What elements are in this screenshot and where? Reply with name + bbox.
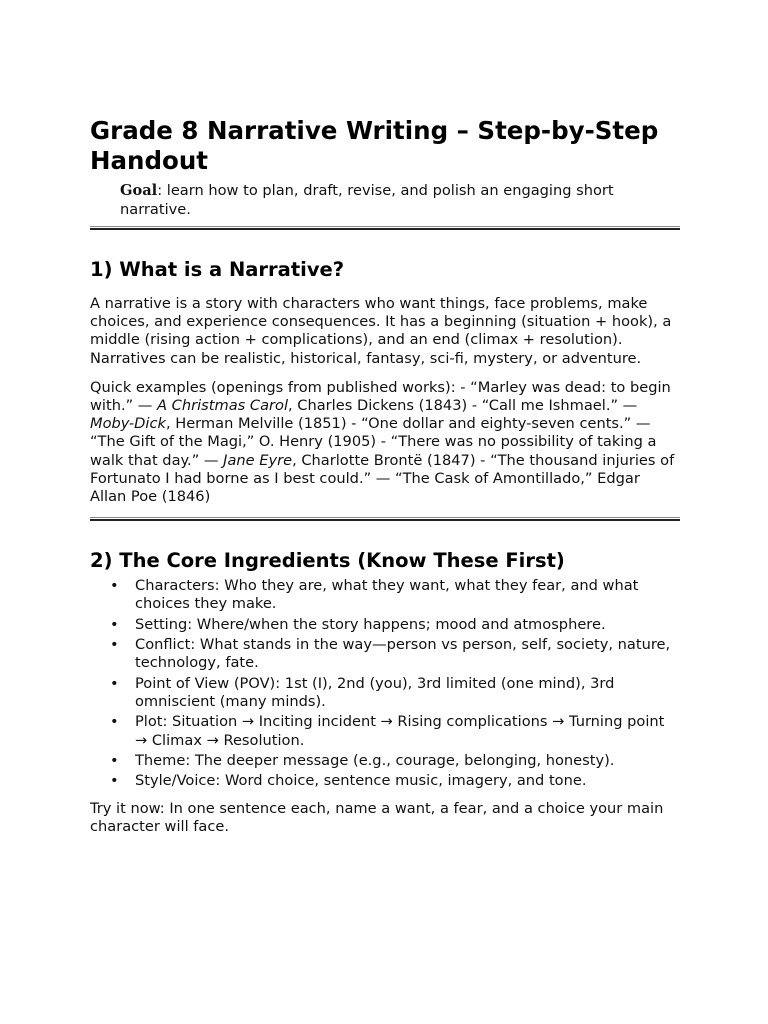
list-item (90, 752, 680, 770)
section-divider (90, 517, 680, 521)
bullet-icon: • (110, 577, 119, 595)
examples-text-4: , Charlotte Brontë (1847) - “The thousand injuries of Fortunato I had borne as I best could.” — “The Cask of Amontillado,” Edgar Allan Poe (1846) (90, 451, 675, 506)
section-divider (90, 226, 680, 230)
goal-statement (120, 182, 680, 219)
examples-text-3: , Herman Melville (1851) - “One dollar and eighty-seven cents.” — “The Gift of the Magi,” O. Henry (1905) - “There was no possibility of taking a walk that day.” — (90, 415, 657, 469)
list-item-text: Theme: The deeper message (e.g., courage, belonging, honesty). (135, 752, 615, 769)
quick-examples-paragraph (90, 379, 680, 506)
list-item (90, 636, 680, 672)
examples-text-2: , Charles Dickens (1843) - “Call me Ishmael.” — (288, 397, 638, 415)
list-item (90, 616, 680, 634)
list-item (90, 577, 680, 613)
bullet-icon: • (110, 752, 119, 769)
bullet-icon: • (110, 615, 119, 633)
list-item-text: Plot: Situation → Inciting incident → Rising complications → Turning point → Climax → Resolution. (135, 713, 665, 749)
book-title-jane-eyre: Jane Eyre (223, 451, 293, 469)
list-item-text: Conflict: What stands in the way—person vs person, self, society, nature, technology, fate. (135, 636, 671, 672)
book-title-christmas-carol: A Christmas Carol (157, 397, 289, 415)
try-it-now-prompt: Try it now: In one sentence each, name a want, a fear, and a choice your main character will face. (90, 799, 664, 835)
handout-content (90, 116, 680, 836)
bullet-icon: • (110, 772, 119, 790)
page-title: Grade 8 Narrative Writing – Step-by-Step Handout (90, 116, 659, 175)
bullet-icon: • (110, 713, 119, 731)
list-item-text: Style/Voice: Word choice, sentence music, imagery, and tone. (135, 772, 587, 790)
list-item (90, 713, 680, 749)
core-ingredients-list (90, 577, 680, 790)
goal-text: : learn how to plan, draft, revise, and polish an engaging short narrative. (120, 182, 614, 218)
list-item-text: Point of View (POV): 1st (I), 2nd (you), 3rd limited (one mind), 3rd omniscient (many minds). (135, 674, 615, 711)
section-heading-core-ingredients: 2) The Core Ingredients (Know These First) (90, 549, 565, 573)
examples-text-1: Quick examples (openings from published works): - “Marley was dead: to begin with.” — (90, 378, 671, 415)
bullet-icon: • (110, 674, 119, 692)
narrative-definition-paragraph: A narrative is a story with characters who want things, face problems, make choices, and experience consequences. It has a beginning (situation + hook), a middle (rising action + complications), and an end (climax + resolution). Narratives can be realistic, historical, fantasy, sci-fi, mystery, or adventure. (90, 295, 672, 367)
list-item-text: Setting: Where/when the story happens; mood and atmosphere. (135, 615, 606, 633)
goal-label: Goal (120, 182, 158, 199)
list-item (90, 675, 680, 711)
list-item-text: Characters: Who they are, what they want, what they fear, and what choices they make. (135, 577, 639, 613)
list-item (90, 772, 680, 790)
section-heading-what-is-narrative: 1) What is a Narrative? (90, 258, 345, 281)
book-title-moby-dick: Moby-Dick (90, 415, 166, 433)
bullet-icon: • (110, 636, 119, 654)
